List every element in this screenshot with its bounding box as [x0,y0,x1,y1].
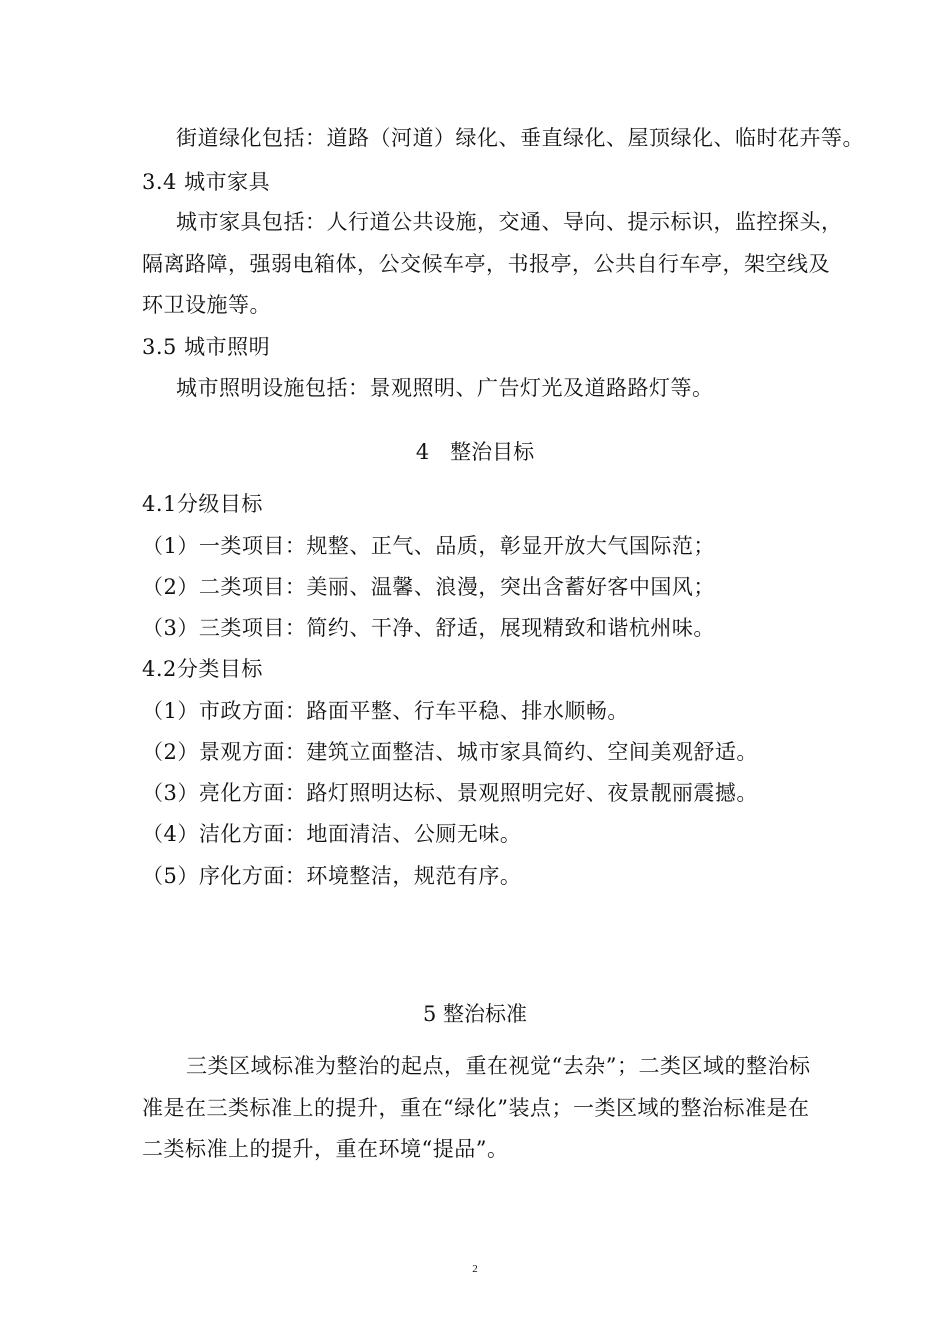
paragraph-line: 环卫设施等。 [142,293,271,317]
section-heading-3-4: 3.4 城市家具 [142,170,271,194]
section-heading-4-2: 4.2分类目标 [142,657,263,681]
paragraph-line: 三类区域标准为整治的起点，重在视觉“去杂”；二类区域的整治标 [186,1054,811,1078]
list-item: （3）亮化方面：路灯照明达标、景观照明完好、夜景靓丽震撼。 [142,781,758,805]
paragraph-line: 准是在三类标准上的提升，重在“绿化”装点；一类区域的整治标准是在 [142,1096,810,1120]
paragraph-line: 城市照明设施包括：景观照明、广告灯光及道路路灯等。 [176,376,714,400]
paragraph-line: 二类标准上的提升，重在环境“提品”。 [142,1137,509,1161]
paragraph-line: 城市家具包括：人行道公共设施，交通、导向、提示标识，监控探头， [176,210,843,234]
list-item: （3）三类项目：简约、干净、舒适，展现精致和谐杭州味。 [142,616,715,640]
section-heading-4-1: 4.1分级目标 [142,492,263,516]
chapter-title-4: 4 整治目标 [415,440,535,464]
paragraph-street-greening: 街道绿化包括：道路（河道）绿化、垂直绿化、屋顶绿化、临时花卉等。 [176,126,864,150]
list-item: （4）洁化方面：地面清洁、公厕无味。 [142,822,522,846]
list-item: （2）景观方面：建筑立面整洁、城市家具简约、空间美观舒适。 [142,740,758,764]
list-item: （5）序化方面：环境整洁，规范有序。 [142,864,522,888]
paragraph-line: 隔离路障，强弱电箱体，公交候车亭，书报亭，公共自行车亭，架空线及 [142,252,830,276]
chapter-title-5: 5 整治标准 [422,1002,528,1026]
section-heading-3-5: 3.5 城市照明 [142,335,271,359]
list-item: （2）二类项目：美丽、温馨、浪漫，突出含蓄好客中国风； [142,575,715,599]
list-item: （1）一类项目：规整、正气、品质，彰显开放大气国际范； [142,534,715,558]
page-number: 2 [472,1263,478,1275]
list-item: （1）市政方面：路面平整、行车平稳、排水顺畅。 [142,699,629,723]
